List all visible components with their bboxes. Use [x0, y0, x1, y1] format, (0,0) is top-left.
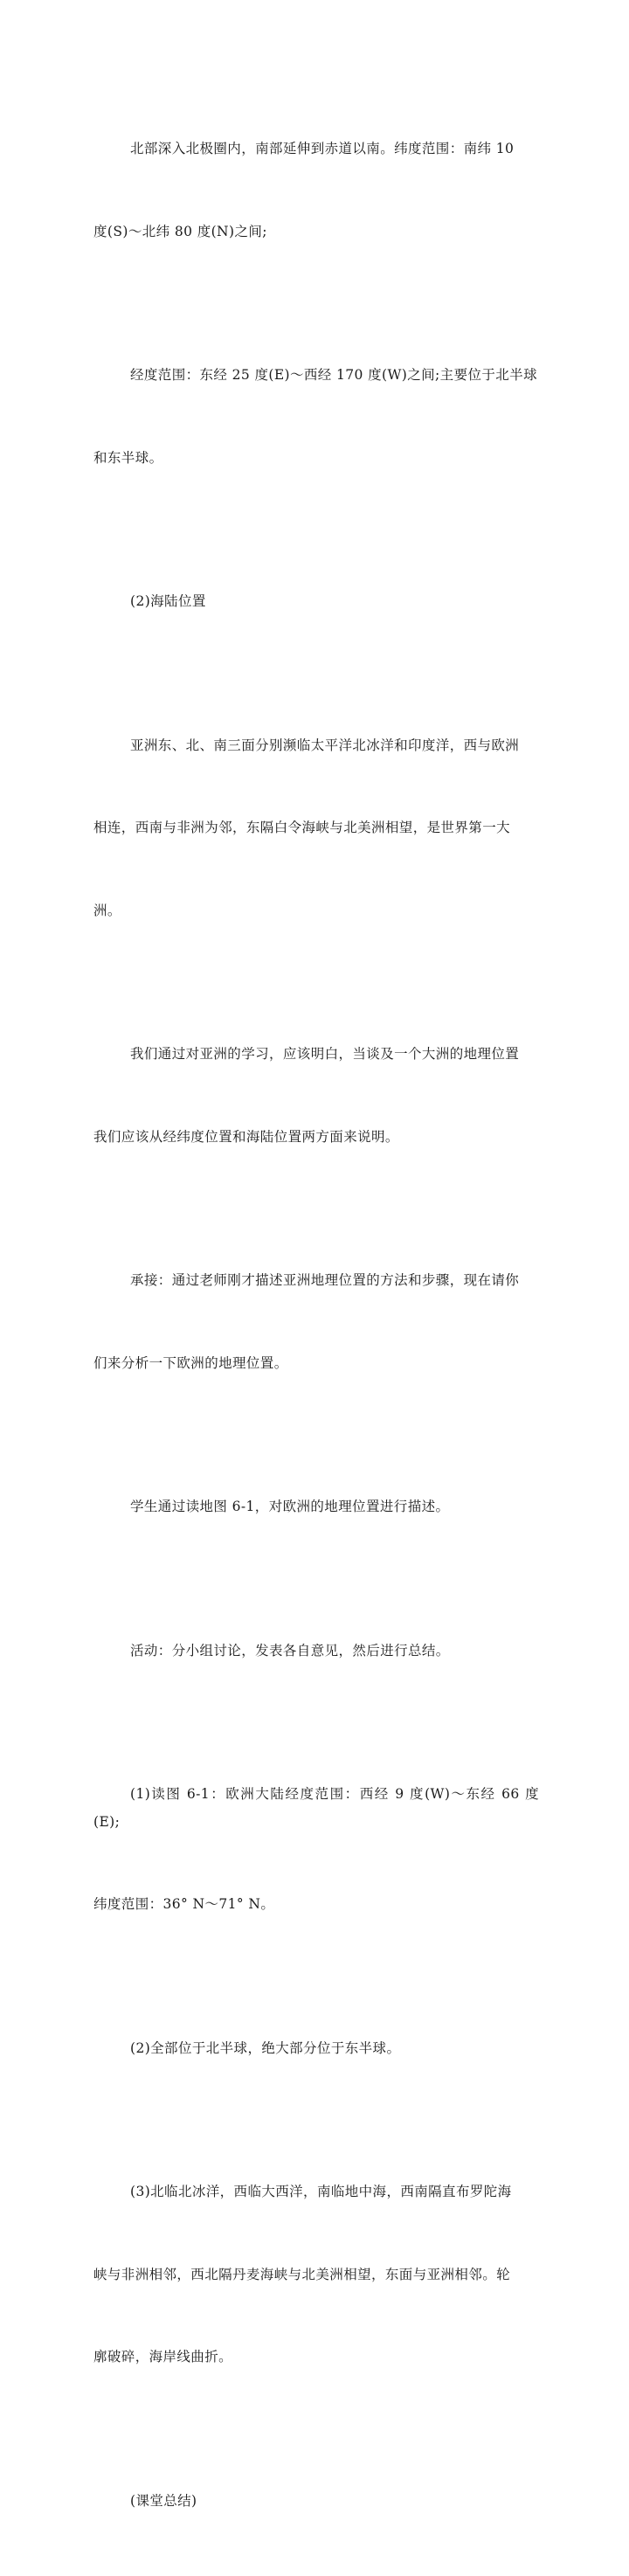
paragraph: [93, 986, 539, 1206]
text-line: 亚洲东、北、南三面分别濒临太平洋北冰洋和印度洋，西与欧洲: [130, 737, 520, 753]
text-line: 活动：分小组讨论，发表各自意见，然后进行总结。: [130, 1642, 450, 1658]
paragraph: [93, 1980, 539, 2118]
text-line: 度(S)～北纬 80 度(N)之间;: [93, 223, 267, 239]
text-line: 纬度范围：36° N～71° N。: [93, 1896, 275, 1912]
text-line: 我们应该从经纬度位置和海陆位置两方面来说明。: [93, 1128, 399, 1145]
paragraph: [93, 1582, 539, 1721]
text-line: 承接：通过老师刚才描述亚洲地理位置的方法和步骤，现在请你: [130, 1272, 520, 1288]
text-line: (课堂总结): [130, 2492, 197, 2509]
paragraph: [93, 80, 539, 301]
text-line: 廓破碎，海岸线曲折。: [93, 2349, 233, 2365]
paragraph: [93, 1212, 539, 1432]
text-line: 经度范围：东经 25 度(E)～西经 170 度(W)之间;主要位于北半球: [130, 367, 537, 383]
section-heading: [93, 2433, 539, 2571]
text-line: 相连，西南与非洲为邻，东隔白令海峡与北美洲相望，是世界第一大: [93, 820, 511, 835]
section-heading: [93, 533, 539, 671]
text-line: (1)读图 6-1：欧洲大陆经度范围：西经 9 度(W)～东经 66 度(E);: [93, 1786, 539, 1830]
paragraph: [93, 2123, 539, 2427]
paragraph: [93, 1438, 539, 1576]
text-line: 们来分析一下欧洲的地理位置。: [93, 1354, 288, 1371]
text-line: (2)全部位于北半球，绝大部分位于东半球。: [130, 2039, 401, 2056]
text-line: 北部深入北极圈内，南部延伸到赤道以南。纬度范围：南纬 10: [130, 141, 515, 156]
paragraph: [93, 1726, 539, 1974]
paragraph: [93, 307, 539, 527]
paragraph: [93, 677, 539, 980]
text-line: 峡与非洲相邻，西北隔丹麦海峡与北美洲相望，东面与亚洲相邻。轮: [93, 2266, 511, 2282]
text-line: 学生通过读地图 6-1，对欧洲的地理位置进行描述。: [130, 1499, 450, 1514]
document-body: [93, 80, 539, 2576]
text-line: 和东半球。: [93, 449, 163, 466]
text-line: 洲。: [93, 902, 121, 918]
text-line: (2)海陆位置: [130, 593, 206, 609]
text-line: (3)北临北冰洋，西临大西洋，南临地中海，西南隔直布罗陀海: [130, 2184, 512, 2199]
text-line: 我们通过对亚洲的学习，应该明白，当谈及一个大洲的地理位置: [130, 1046, 520, 1062]
